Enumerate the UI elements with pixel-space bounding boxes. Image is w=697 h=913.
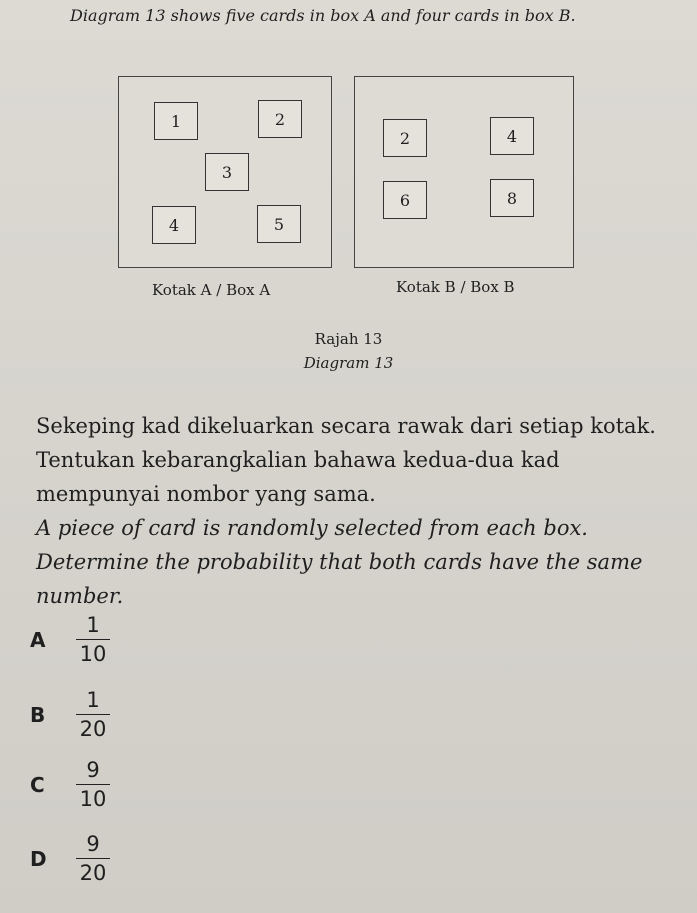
fraction-numerator: 1 [86,688,100,712]
card-b-6: 6 [383,181,427,219]
card-a-4: 4 [152,206,196,244]
option-letter: B [30,702,46,727]
fraction-bar [76,784,110,785]
option-fraction [76,758,110,811]
fraction-numerator: 9 [86,832,100,856]
card-a-2: 2 [258,100,302,138]
option-letter: C [30,772,45,797]
fraction-denominator: 20 [79,717,107,741]
option-fraction [76,613,110,666]
box-b-label: Kotak B / Box B [396,278,515,296]
diagram-title-en: Diagram 13 [303,354,394,372]
intro-text: Diagram 13 shows five cards in box A and four cards in box B. [70,6,576,25]
fraction-bar [76,639,110,640]
fraction-bar [76,858,110,859]
question-english: A piece of card is randomly selected from each box. Determine the probability that both cards have the same number. [36,516,643,608]
card-b-2: 2 [383,119,427,157]
option-b[interactable] [30,688,110,741]
fraction-bar [76,714,110,715]
question [36,409,666,613]
card-a-5: 5 [257,205,301,243]
box-b [354,76,574,268]
card-b-8: 8 [490,179,534,217]
option-letter: A [30,627,46,652]
box-a-label: Kotak A / Box A [152,281,271,299]
card-a-1: 1 [154,102,198,140]
fraction-denominator: 10 [79,642,107,666]
fraction-denominator: 20 [79,861,107,885]
option-letter: D [30,846,47,871]
fraction-denominator: 10 [79,787,107,811]
fraction-numerator: 9 [86,758,100,782]
question-malay: Sekeping kad dikeluarkan secara rawak dari setiap kotak. Tentukan kebarangkalian bahawa kedua-dua kad mempunyai nombor yang sama. [36,414,656,506]
option-fraction [76,688,110,741]
option-d[interactable] [30,832,110,885]
card-a-3: 3 [205,153,249,191]
option-c[interactable] [30,758,110,811]
option-fraction [76,832,110,885]
option-a[interactable] [30,613,110,666]
diagram-title-ms: Rajah 13 [314,330,383,348]
fraction-numerator: 1 [86,613,100,637]
card-b-4: 4 [490,117,534,155]
